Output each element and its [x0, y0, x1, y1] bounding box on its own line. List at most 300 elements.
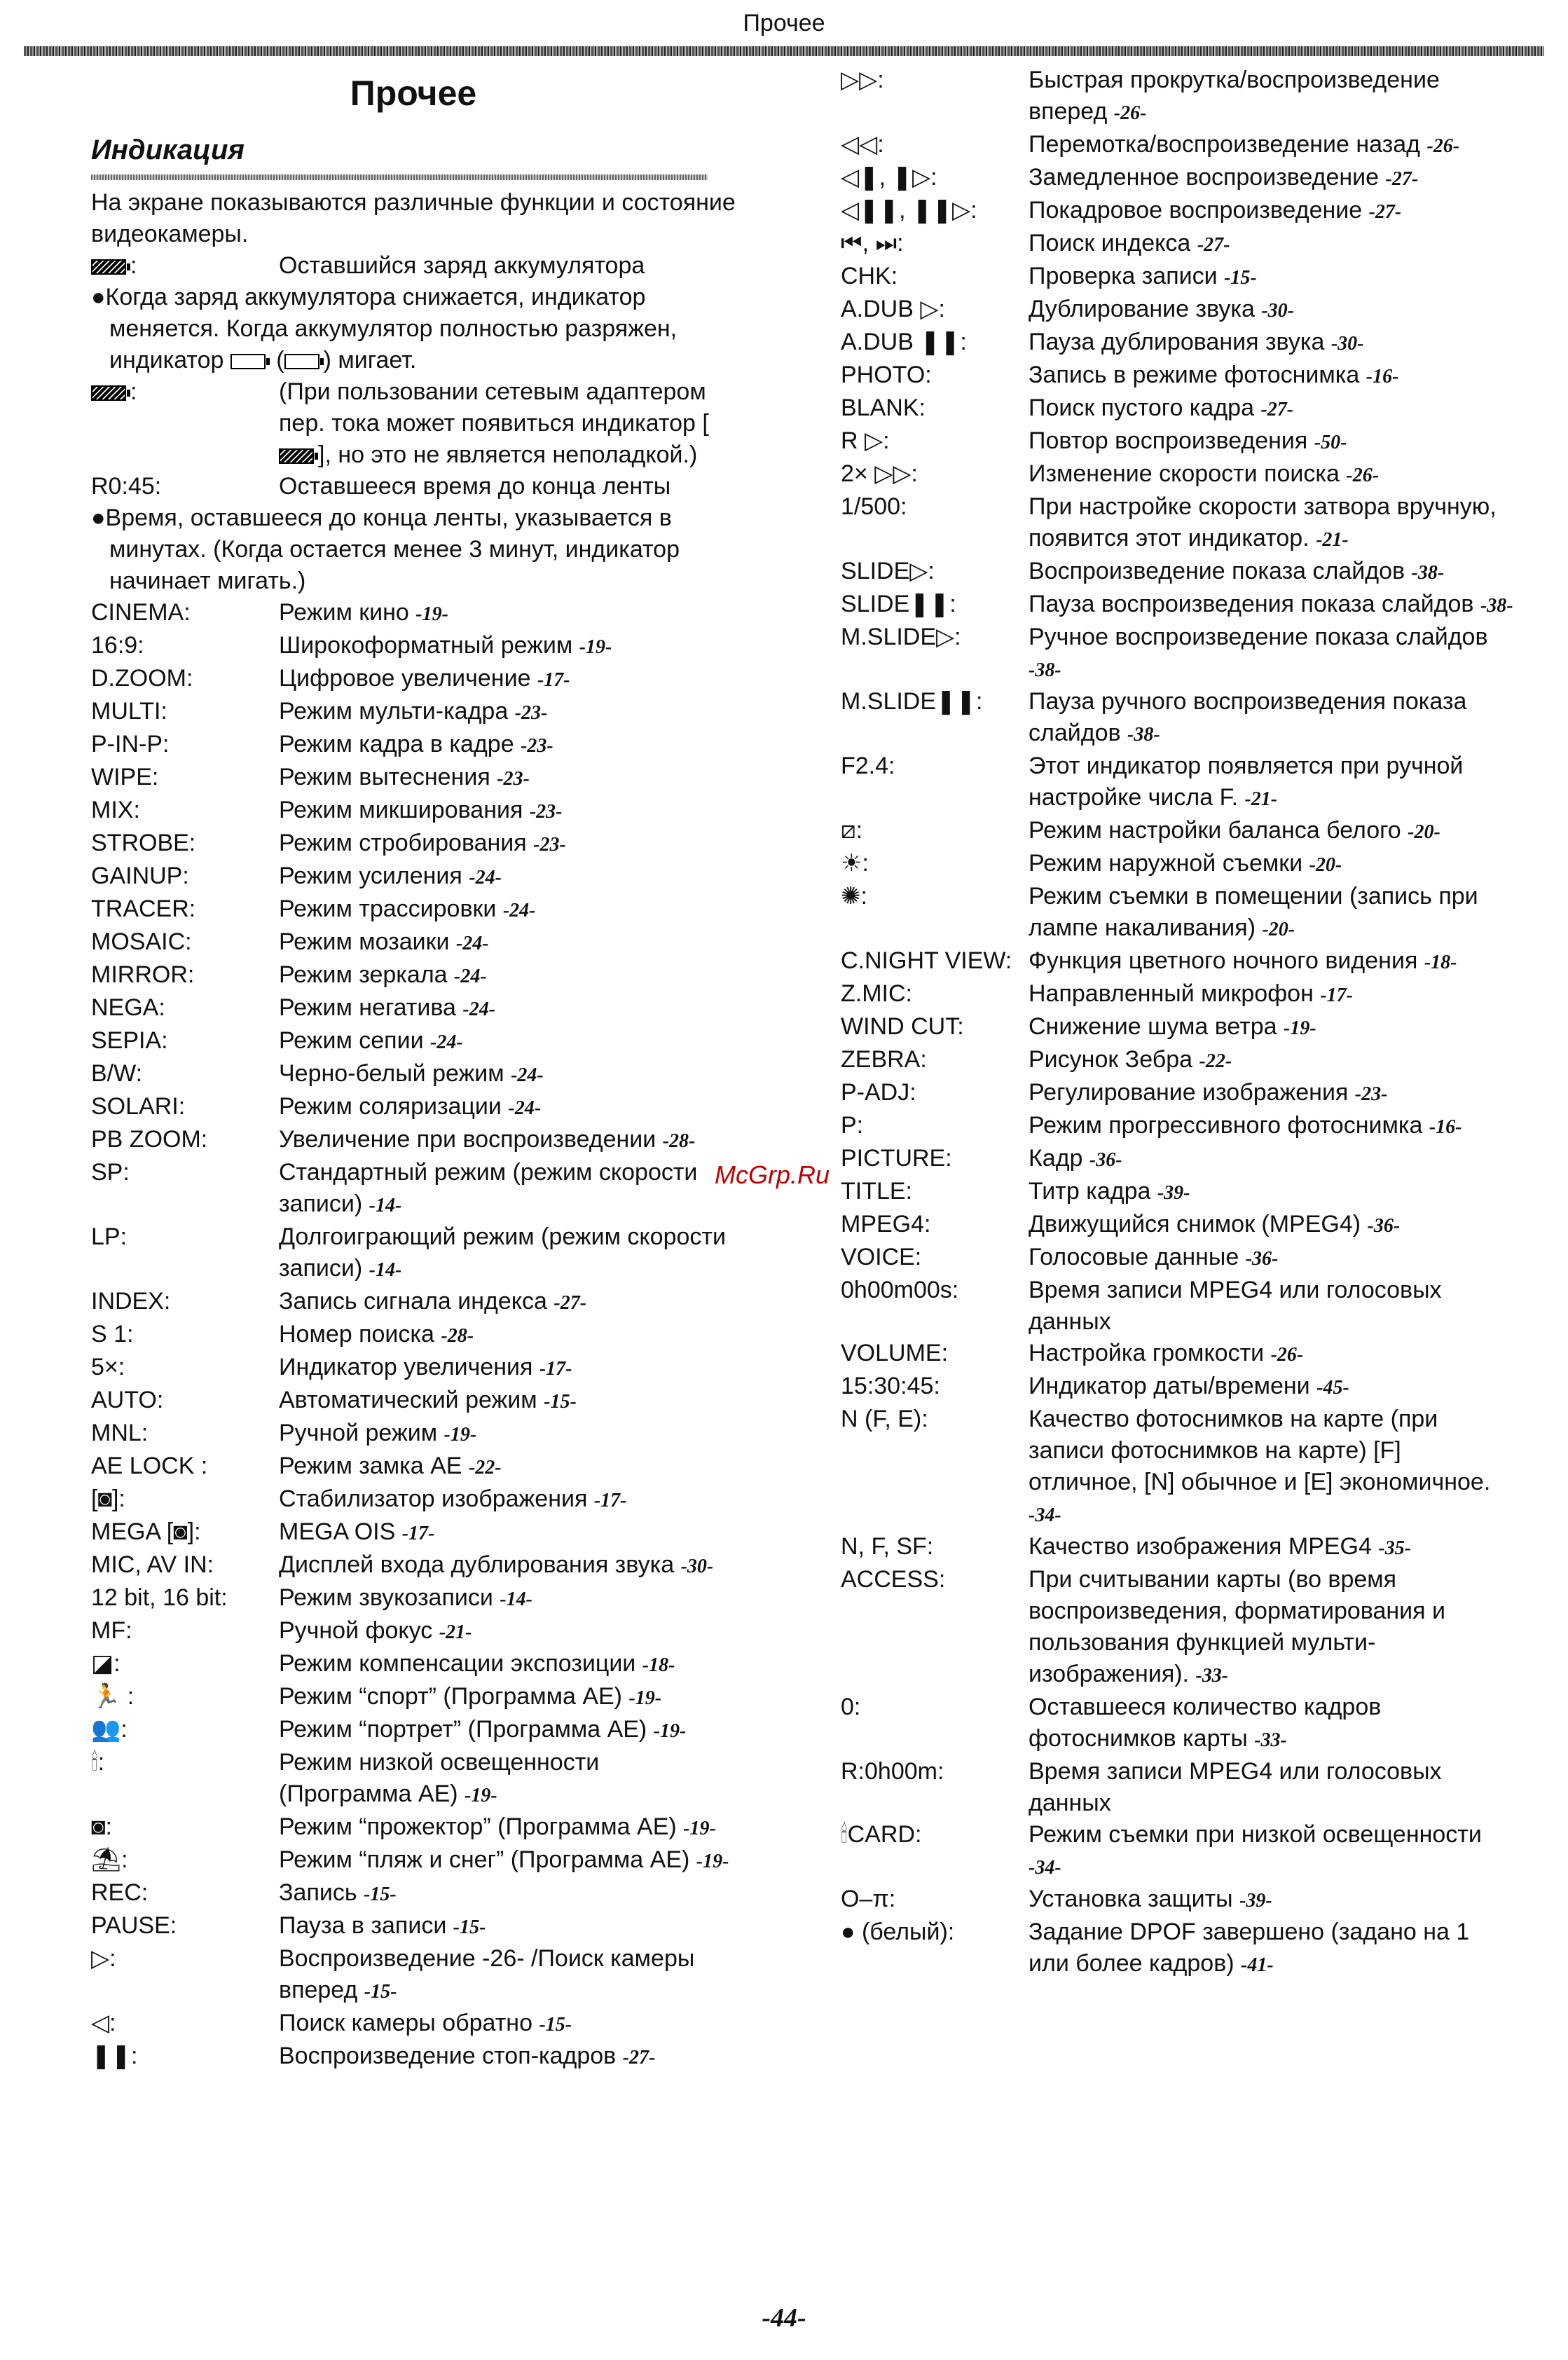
page-reference: -23- — [521, 735, 553, 757]
indicator-description: Режим микширования -23- — [279, 797, 563, 823]
indicator-description: Ручное воспроизведение показа слайдов -38- — [1029, 624, 1488, 681]
indicator-row — [841, 1275, 1513, 1338]
indicator-description: Режим “портрет” (Программа AE) -19- — [279, 1716, 687, 1743]
page-reference: -24- — [511, 1064, 544, 1086]
indicator-description: Режим трассировки -24- — [279, 896, 536, 922]
indicator-description: Номер поиска -28- — [279, 1321, 474, 1347]
page-reference: -38- — [1029, 659, 1061, 681]
indicator-description: Воспроизведение -26- /Поиск камеры вперед -15- — [279, 1945, 695, 2003]
page-reference: -24- — [502, 900, 536, 921]
indicator-symbol: ◁❚❚, ❚❚▷: — [841, 197, 977, 224]
tape-remaining-bullet: ●Время, оставшееся до конца ленты, указывается в минутах. (Когда остается менее 3 минут, индикатор начинает мигать.) — [91, 505, 680, 594]
indicator-row — [841, 327, 1513, 359]
indicator-symbol: C.NIGHT VIEW: — [841, 947, 1012, 974]
indicator-row — [91, 597, 736, 630]
page-reference: -23- — [497, 768, 530, 790]
indicator-symbol: M.SLIDE❚❚: — [841, 688, 983, 715]
indicator-row — [841, 1011, 1513, 1044]
page-reference: -20- — [1309, 854, 1342, 876]
indicator-row — [91, 1648, 736, 1681]
indicator-symbol: P-ADJ: — [841, 1079, 916, 1106]
indicator-symbol: LP: — [91, 1223, 128, 1250]
page-reference: -30- — [1261, 300, 1295, 322]
indicator-description: При настройке скорости затвора вручную, появится этот индикатор. -21- — [1029, 493, 1497, 551]
page-reference: -17- — [539, 1358, 572, 1380]
indicator-description: Рисунок Зебра -22- — [1029, 1046, 1232, 1073]
page-reference: -15- — [364, 1884, 397, 1905]
indicator-row — [91, 1157, 736, 1221]
indicator-row — [91, 663, 736, 696]
page-reference: -17- — [593, 1490, 627, 1511]
indicator-row — [91, 1091, 736, 1124]
indicator-symbol: MIC, AV IN: — [91, 1551, 214, 1578]
indicator-description: Цифровое увеличение -17- — [279, 665, 570, 692]
indicator-row — [91, 1516, 736, 1549]
indicator-description: Повтор воспроизведения -50- — [1029, 427, 1347, 454]
indicator-description: Режим низкой освещенности (Программа AE) -19- — [279, 1749, 600, 1807]
indicator-row — [91, 1811, 736, 1844]
indicator-symbol: MULTI: — [91, 698, 167, 725]
indicator-description: Ручной фокус -21- — [279, 1617, 472, 1644]
indicator-symbol: 1/500: — [841, 493, 907, 520]
indicator-row — [91, 1681, 736, 1714]
indicator-symbol: MPEG4: — [841, 1211, 931, 1237]
page-reference: -23- — [533, 834, 566, 856]
page-reference: -16- — [1429, 1116, 1462, 1138]
page-reference: -20- — [1262, 919, 1295, 940]
indicator-row — [91, 1615, 736, 1648]
indicator-row — [841, 458, 1513, 491]
indicator-description: Перемотка/воспроизведение назад -26- — [1029, 131, 1460, 158]
indicator-description: Ручной режим -19- — [279, 1420, 477, 1446]
indicator-description: Снижение шума ветра -19- — [1029, 1013, 1316, 1040]
indicator-symbol: M.SLIDE▷: — [841, 624, 961, 650]
indicator-row — [841, 1077, 1513, 1110]
page-reference: -28- — [662, 1130, 696, 1152]
indicator-symbol: NEGA: — [91, 994, 165, 1021]
indicator-row — [91, 1910, 736, 1943]
page-reference: -27- — [1385, 168, 1419, 190]
page-reference: -19- — [628, 1687, 662, 1709]
indicator-symbol: ◪: — [91, 1650, 121, 1677]
indicator-symbol: R ▷: — [841, 427, 890, 454]
battery-row: : Оставшийся заряд аккумулятора — [91, 250, 736, 282]
indicator-description: Голосовые данные -36- — [1029, 1244, 1279, 1270]
indicator-row — [841, 815, 1513, 848]
page-reference: -20- — [1408, 821, 1440, 843]
indicator-description: Режим кино -19- — [279, 599, 448, 626]
left-column — [91, 64, 736, 2073]
indicator-symbol: O‒π: — [841, 1886, 896, 1912]
indicator-row — [91, 1943, 736, 2008]
indicator-row — [91, 926, 736, 959]
indicator-description: Режим “спорт” (Программа AE) -19- — [279, 1683, 662, 1710]
indicator-description: Режим замка AE -22- — [279, 1453, 502, 1479]
indicator-symbol: PICTURE: — [841, 1145, 952, 1172]
intro-text: На экране показываются различные функции и состояние видеокамеры. — [91, 189, 736, 247]
page-reference: -27- — [553, 1292, 587, 1314]
indicator-description: Движущийся снимок (MPEG4) -36- — [1029, 1211, 1401, 1237]
page-reference: -45- — [1316, 1377, 1349, 1399]
indicator-row — [91, 795, 736, 828]
indicator-symbol: ◁◁: — [841, 131, 884, 158]
indicator-description: Индикатор даты/времени -45- — [1029, 1373, 1349, 1399]
indicator-symbol: ⧄: — [841, 817, 863, 844]
indicator-symbol: MNL: — [91, 1420, 149, 1446]
page-reference: -19- — [653, 1720, 687, 1742]
indicator-description: Режим негатива -24- — [279, 994, 496, 1021]
indicator-symbol: PAUSE: — [91, 1912, 177, 1939]
indicator-symbol: 16:9: — [91, 632, 144, 659]
right-column — [841, 64, 1513, 1981]
indicator-description: Запись в режиме фотоснимка -16- — [1029, 362, 1399, 388]
page-reference: -15- — [453, 1916, 486, 1938]
indicator-description: Пауза дублирования звука -30- — [1029, 329, 1364, 355]
page-reference: -21- — [1316, 529, 1349, 551]
page-reference: -24- — [462, 999, 496, 1020]
indicator-description: Индикатор увеличения -17- — [279, 1354, 572, 1380]
battery-label: Оставшийся заряд аккумулятора — [279, 252, 645, 279]
indicator-symbol: ❚❚: — [91, 2043, 138, 2069]
indicator-row — [841, 686, 1513, 750]
page-reference: -19- — [683, 1818, 716, 1839]
indicator-symbol: 5×: — [91, 1354, 125, 1380]
indicator-symbol: ▷▷: — [841, 67, 884, 93]
indicator-symbol: 0: — [841, 1694, 861, 1720]
indicator-description: Режим “пляж и снег” (Программа AE) -19- — [279, 1846, 729, 1873]
indicator-description: Режим мозаики -24- — [279, 928, 489, 955]
indicator-symbol: VOLUME: — [841, 1340, 949, 1366]
indicator-description: Дублирование звука -30- — [1029, 296, 1295, 322]
running-header: Прочее — [743, 10, 825, 36]
battery-full-icon — [91, 259, 126, 275]
indicator-description: MEGA OIS -17- — [279, 1518, 435, 1545]
battery-bullet: ●Когда заряд аккумулятора снижается, индикатор меняется. Когда аккумулятор полностью разряжен, индикатор ( ) мигает. — [91, 284, 678, 373]
indicator-description: Оставшееся количество кадров фотоснимков карты -33- — [1029, 1694, 1382, 1752]
indicator-symbol: 👥: — [91, 1716, 128, 1743]
battery-ac-icon — [91, 385, 126, 401]
indicator-symbol: D.ZOOM: — [91, 665, 193, 692]
indicator-row — [91, 1319, 736, 1352]
indicator-row — [91, 828, 736, 860]
indicator-row — [841, 750, 1513, 815]
indicator-description: Стандартный режим (режим скорости записи) -14- — [279, 1159, 698, 1217]
indicator-description: Пауза воспроизведения показа слайдов -38- — [1029, 591, 1513, 617]
indicator-row — [91, 1221, 736, 1286]
right-indicator-list — [841, 64, 1513, 1981]
indicator-row — [841, 294, 1513, 327]
page-reference: -39- — [1239, 1890, 1272, 1912]
indicator-symbol: 🕯CARD: — [841, 1821, 922, 1848]
header-rule — [24, 46, 1544, 56]
indicator-symbol: A.DUB ▷: — [841, 296, 945, 322]
indicator-symbol: ✺: — [841, 883, 867, 910]
indicator-row — [841, 392, 1513, 425]
indicator-description: Направленный микрофон -17- — [1029, 980, 1353, 1007]
battery-empty-icon-alt — [284, 354, 319, 369]
indicator-description: Режим соляризации -24- — [279, 1093, 542, 1120]
indicator-row — [841, 162, 1513, 195]
page-reference: -15- — [1224, 267, 1257, 289]
indicator-description: Режим усиления -24- — [279, 863, 502, 889]
indicator-description: Режим съемки в помещении (запись при лампе накаливания) -20- — [1029, 883, 1478, 941]
indicator-row — [841, 848, 1513, 881]
indicator-symbol: F2.4: — [841, 753, 895, 779]
indicator-description: Этот индикатор появляется при ручной настройке числа F. -21- — [1029, 753, 1464, 811]
page-reference: -39- — [1157, 1182, 1190, 1204]
indicator-symbol: SOLARI: — [91, 1093, 186, 1120]
page-reference: -23- — [1354, 1083, 1388, 1105]
page-reference: -35- — [1378, 1537, 1412, 1559]
indicator-row — [841, 1531, 1513, 1564]
indicator-description: Изменение скорости поиска -26- — [1029, 460, 1380, 487]
indicator-description: Долгоиграющий режим (режим скорости записи) -14- — [279, 1223, 726, 1282]
indicator-row — [841, 1110, 1513, 1143]
page-reference: -27- — [1368, 201, 1402, 223]
indicator-description: Функция цветного ночного видения -18- — [1029, 947, 1457, 974]
indicator-description: Режим зеркала -24- — [279, 961, 487, 988]
indicator-symbol: INDEX: — [91, 1288, 171, 1315]
page-reference: -24- — [454, 966, 487, 987]
indicator-row — [91, 1877, 736, 1910]
indicator-row — [841, 1564, 1513, 1692]
page-reference: -27- — [1197, 234, 1230, 256]
page-reference: -19- — [443, 1424, 477, 1446]
indicator-row — [841, 1819, 1513, 1884]
indicator-description: Задание DPOF завершено (задано на 1 или более кадров) -41- — [1029, 1919, 1470, 1977]
indicator-row — [91, 1582, 736, 1615]
page-reference: -22- — [468, 1457, 502, 1479]
indicator-description: Режим мульти-кадра -23- — [279, 698, 548, 725]
indicator-row — [841, 1044, 1513, 1077]
page-reference: -36- — [1089, 1149, 1122, 1171]
indicator-row — [841, 1692, 1513, 1756]
indicator-row — [91, 893, 736, 926]
indicator-description: Покадровое воспроизведение -27- — [1029, 197, 1402, 224]
indicator-description: Запись -15- — [279, 1879, 397, 1906]
indicator-symbol: ◁❚, ❚▷: — [841, 164, 937, 191]
indicator-symbol: N, F, SF: — [841, 1533, 934, 1560]
indicator-description: Замедленное воспроизведение -27- — [1029, 164, 1419, 191]
indicator-description: Режим вытеснения -23- — [279, 764, 530, 790]
indicator-row — [91, 762, 736, 795]
indicator-row — [91, 1025, 736, 1058]
indicator-description: Режим “прожектор” (Программа AE) -19- — [279, 1813, 716, 1840]
indicator-description: Титр кадра -39- — [1029, 1178, 1190, 1205]
page-reference: -19- — [415, 603, 448, 625]
indicator-row — [91, 1058, 736, 1091]
indicator-description: Качество изображения MPEG4 -35- — [1029, 1533, 1412, 1560]
page-reference: -19- — [1284, 1017, 1316, 1039]
page-reference: -34- — [1029, 1857, 1061, 1879]
indicator-symbol: ZEBRA: — [841, 1046, 927, 1073]
indicator-symbol: Z.MIC: — [841, 980, 912, 1007]
indicator-row — [91, 696, 736, 729]
indicator-description: Кадр -36- — [1029, 1145, 1122, 1172]
indicator-symbol: SP: — [91, 1159, 130, 1186]
page-reference: -24- — [508, 1097, 542, 1119]
indicator-row — [841, 1371, 1513, 1404]
indicator-row — [91, 1714, 736, 1747]
page-reference: -18- — [1424, 952, 1457, 973]
indicator-description: Режим кадра в кадре -23- — [279, 731, 553, 757]
page-reference: -38- — [1127, 724, 1160, 746]
page-reference: -21- — [1244, 788, 1278, 810]
page-reference: -21- — [439, 1621, 472, 1643]
indicator-row — [841, 129, 1513, 162]
indicator-symbol: BLANK: — [841, 395, 926, 421]
page-reference: -17- — [1320, 985, 1353, 1006]
indicator-symbol: AUTO: — [91, 1387, 164, 1413]
left-indicator-list — [91, 597, 736, 2073]
indicator-row — [91, 729, 736, 762]
indicator-row — [91, 1352, 736, 1385]
indicator-symbol: STROBE: — [91, 830, 196, 856]
page-reference: -15- — [364, 1981, 397, 2003]
indicator-symbol: PB ZOOM: — [91, 1126, 208, 1153]
indicator-row — [841, 622, 1513, 686]
ac-adapter-row: : (При пользовании сетевым адаптером пер. тока может появиться индикатор [], но это не является неполадкой.) — [91, 376, 736, 471]
indicator-description: Воспроизведение стоп-кадров -27- — [279, 2043, 656, 2069]
indicator-symbol: 2× ▷▷: — [841, 460, 918, 487]
indicator-symbol: PHOTO: — [841, 362, 932, 388]
indicator-symbol: SLIDE❚❚: — [841, 591, 956, 617]
page-reference: -26- — [1270, 1344, 1304, 1366]
indicator-symbol: GAINUP: — [91, 863, 189, 889]
indicator-symbol: 15:30:45: — [841, 1373, 940, 1399]
page-title: Прочее — [350, 74, 477, 113]
indicator-symbol: ⛱: — [91, 1846, 128, 1873]
indicator-row — [91, 992, 736, 1025]
indicator-row — [841, 1338, 1513, 1371]
indicator-description: Качество фотоснимков на карте (при записи фотоснимков на карте) [F] отличное, [N] обычное и [E] экономичное. -34- — [1029, 1406, 1491, 1526]
indicator-symbol: ▷: — [91, 1945, 116, 1972]
indicator-description: Режим съемки при низкой освещенности -34- — [1029, 1821, 1482, 1879]
indicator-description: Поиск камеры обратно -15- — [279, 2010, 572, 2036]
page-reference: -14- — [369, 1259, 402, 1281]
indicator-description: Дисплей входа дублирования звука -30- — [279, 1551, 714, 1578]
indicator-row — [841, 589, 1513, 622]
indicator-description: Режим настройки баланса белого -20- — [1029, 817, 1440, 844]
indicator-row — [91, 2008, 736, 2040]
indicator-description: Увеличение при воспроизведении -28- — [279, 1126, 696, 1153]
page-reference: -50- — [1314, 432, 1347, 453]
indicator-symbol: ☀: — [841, 850, 869, 877]
indicator-row — [841, 1884, 1513, 1916]
indicator-row — [91, 1549, 736, 1582]
indicator-row — [91, 2040, 736, 2073]
indicator-symbol: A.DUB ❚❚: — [841, 329, 967, 355]
indicator-description: Установка защиты -39- — [1029, 1886, 1272, 1912]
indicator-symbol: 12 bit, 16 bit: — [91, 1584, 228, 1611]
page-reference: -23- — [514, 702, 548, 724]
indicator-description: Пауза в записи -15- — [279, 1912, 486, 1939]
indicator-symbol: R:0h00m: — [841, 1758, 944, 1785]
indicator-row — [91, 860, 736, 893]
page-reference: -15- — [539, 2014, 572, 2036]
indicator-symbol: TRACER: — [91, 896, 196, 922]
indicator-symbol: ⏮, ⏭: — [841, 230, 904, 256]
indicator-symbol: WIPE: — [91, 764, 159, 790]
indicator-row — [841, 881, 1513, 945]
indicator-row — [91, 1747, 736, 1811]
indicator-description: Режим звукозаписи -14- — [279, 1584, 532, 1611]
page-reference: -30- — [680, 1556, 714, 1577]
page-reference: -17- — [537, 669, 570, 691]
battery-full-icon-inline — [279, 448, 314, 464]
indicator-symbol: ◙: — [91, 1813, 112, 1840]
indicator-row — [841, 491, 1513, 556]
indicator-description: Режим стробирования -23- — [279, 830, 566, 856]
indicator-row — [91, 1418, 736, 1450]
page-reference: -36- — [1245, 1248, 1279, 1270]
indicator-description: Черно-белый режим -24- — [279, 1060, 544, 1087]
page-reference: -26- — [1426, 135, 1460, 157]
page-number: -44- — [762, 2303, 806, 2333]
indicator-symbol: P-IN-P: — [91, 731, 170, 757]
page-reference: -19- — [696, 1851, 729, 1872]
page-reference: -23- — [529, 801, 563, 823]
indicator-symbol: S 1: — [91, 1321, 134, 1347]
page-reference: -38- — [1411, 562, 1445, 584]
indicator-description: Настройка громкости -26- — [1029, 1340, 1304, 1366]
page-reference: -16- — [1366, 366, 1399, 387]
indicator-description: Регулирование изображения -23- — [1029, 1079, 1388, 1106]
indicator-symbol: SEPIA: — [91, 1027, 168, 1054]
indicator-row — [91, 959, 736, 992]
indicator-row — [841, 228, 1513, 261]
indicator-symbol: 0h00m00s: — [841, 1277, 959, 1303]
indicator-symbol: MIRROR: — [91, 961, 195, 988]
indicator-symbol: P: — [841, 1112, 864, 1139]
indicator-row — [841, 1916, 1513, 1981]
indicator-description: При считывании карты (во время воспроизведения, форматирования и пользования функцией мульти-изображения). -33- — [1029, 1566, 1445, 1687]
page-reference: -24- — [430, 1031, 463, 1053]
indicator-symbol: TITLE: — [841, 1178, 913, 1205]
indicator-row — [841, 359, 1513, 392]
page-reference: -28- — [441, 1325, 474, 1347]
indicator-symbol: N (F, E): — [841, 1406, 928, 1432]
page-reference: -33- — [1254, 1729, 1287, 1751]
indicator-symbol: ACCESS: — [841, 1566, 946, 1593]
indicator-description: Время записи MPEG4 или голосовых данных — [1029, 1758, 1442, 1816]
page-reference: -19- — [579, 636, 612, 658]
indicator-row — [841, 978, 1513, 1011]
indicator-description: Воспроизведение показа слайдов -38- — [1029, 558, 1445, 584]
page-reference: -22- — [1199, 1050, 1232, 1072]
page-reference: -17- — [401, 1523, 435, 1544]
indicator-symbol: SLIDE▷: — [841, 558, 935, 584]
indicator-row — [91, 1385, 736, 1418]
page-reference: -26- — [1113, 102, 1147, 124]
page-reference: -15- — [544, 1391, 577, 1413]
page-reference: -27- — [622, 2047, 656, 2069]
watermark: McGrp.Ru — [715, 1160, 830, 1189]
indicator-symbol: VOICE: — [841, 1244, 922, 1270]
indicator-symbol: ◁: — [91, 2010, 116, 2036]
indicator-row — [91, 630, 736, 663]
page-reference: -14- — [500, 1589, 532, 1610]
indicator-description: Режим наружной съемки -20- — [1029, 850, 1342, 877]
indicator-row — [841, 1143, 1513, 1176]
page-reference: -27- — [1260, 399, 1294, 420]
page-reference: -24- — [455, 933, 489, 954]
indicator-row — [841, 261, 1513, 294]
indicator-row — [841, 1404, 1513, 1531]
indicator-description: Время записи MPEG4 или голосовых данных — [1029, 1277, 1442, 1335]
indicator-description: Режим компенсации экспозиции -18- — [279, 1650, 675, 1677]
page-reference: -30- — [1330, 333, 1364, 355]
